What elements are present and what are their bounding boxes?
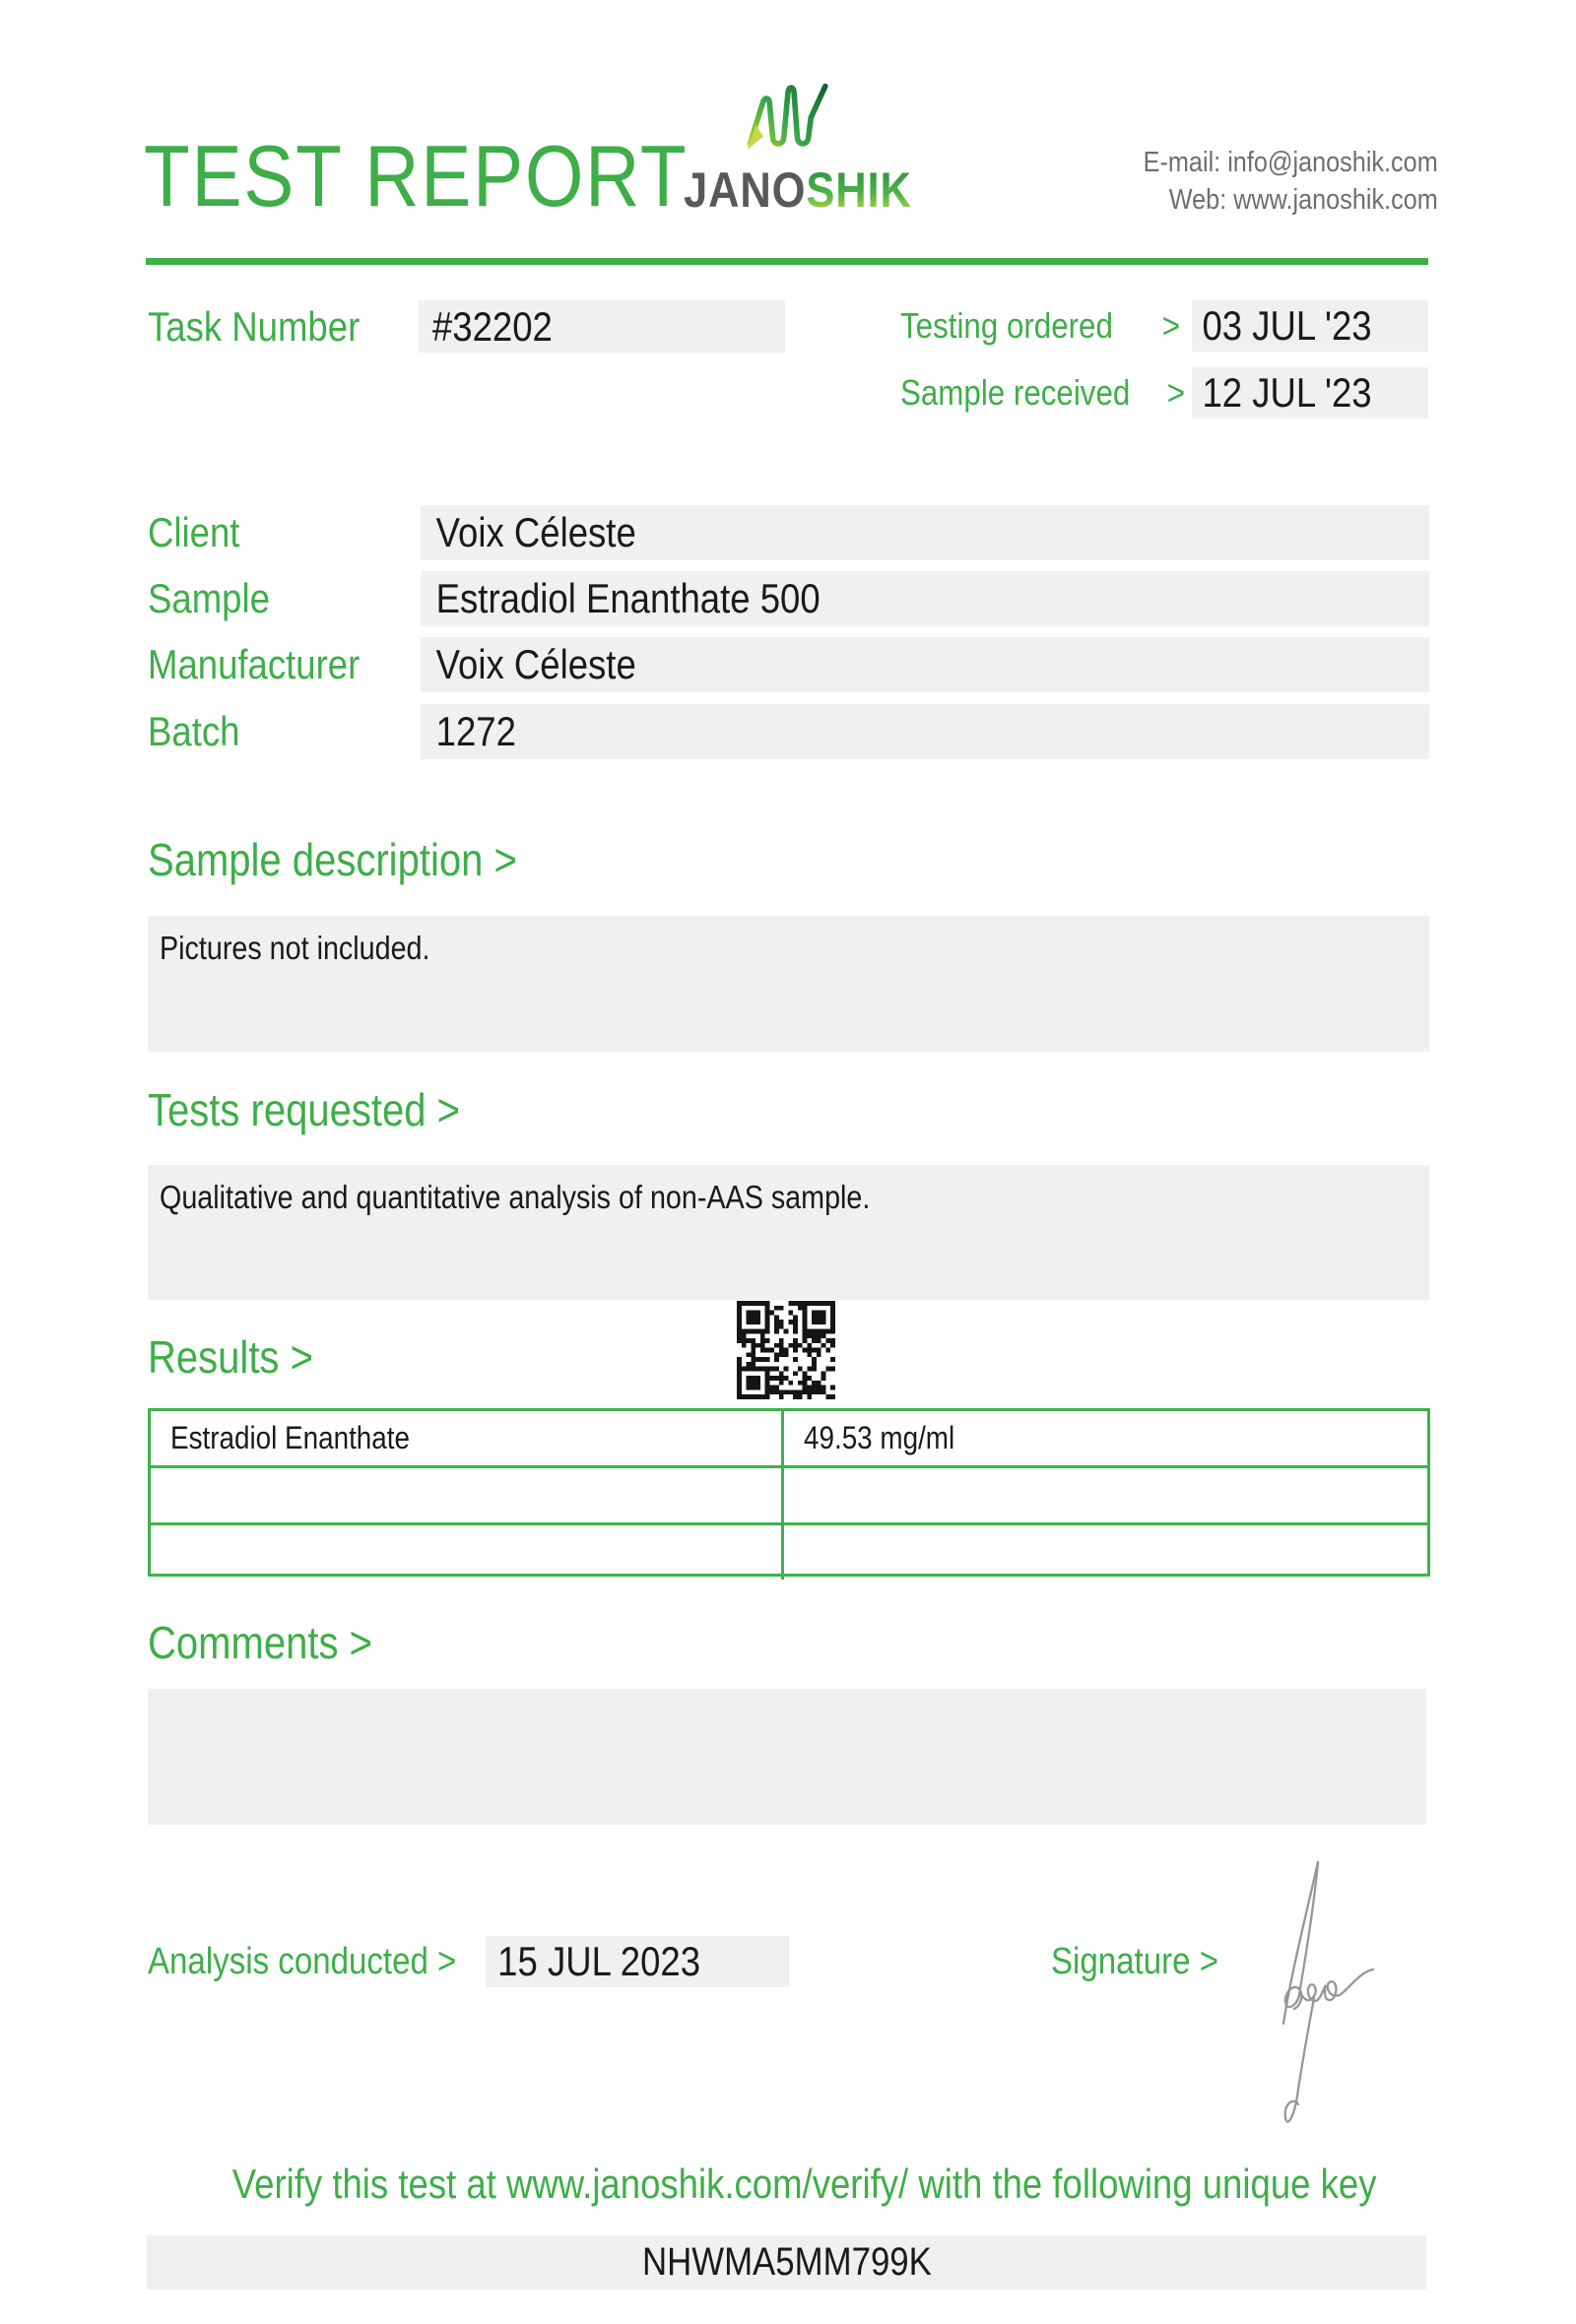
sample-received-arrow: >	[1166, 372, 1186, 413]
manufacturer-box	[421, 637, 1429, 692]
batch-label: Batch	[148, 708, 240, 754]
testing-ordered-box	[1192, 300, 1428, 352]
contact-web: Web: www.janoshik.com	[1169, 184, 1438, 216]
results-row-3	[151, 1522, 1427, 1580]
sample-description-heading: Sample description >	[148, 834, 517, 885]
verify-key-value: NHWMA5MM799K	[641, 2240, 932, 2284]
result-analyte-cell	[151, 1525, 784, 1580]
task-number-value: #32202	[431, 303, 553, 350]
sample-description-text: Pictures not included.	[160, 930, 430, 966]
batch-box	[421, 704, 1429, 759]
sample-received-label: Sample received	[900, 372, 1131, 413]
tests-requested-box	[148, 1165, 1429, 1300]
sample-label: Sample	[148, 575, 270, 621]
contact-info	[1099, 144, 1438, 219]
logo-word-jano: JANO	[684, 162, 807, 218]
client-box	[421, 505, 1429, 560]
sample-description-box	[148, 916, 1429, 1052]
results-row-1	[151, 1411, 1427, 1465]
client-value: Voix Céleste	[435, 509, 636, 555]
header-divider	[146, 258, 1428, 265]
qr-code	[737, 1301, 835, 1399]
contact-email: E-mail: info@janoshik.com	[1143, 147, 1438, 178]
janoshik-wordmark	[684, 162, 946, 218]
result-value-cell	[784, 1468, 1427, 1522]
signature-scribble	[1274, 1855, 1382, 2141]
analysis-date-value: 15 JUL 2023	[497, 1938, 701, 1984]
manufacturer-value: Voix Céleste	[435, 641, 636, 687]
tests-requested-heading: Tests requested >	[148, 1084, 461, 1135]
sample-received-box	[1192, 367, 1428, 419]
sample-received-row	[900, 367, 1186, 419]
results-table	[148, 1408, 1430, 1577]
client-label: Client	[148, 509, 240, 555]
batch-value: 1272	[435, 708, 516, 754]
results-heading: Results >	[148, 1331, 313, 1383]
result-analyte-cell: Estradiol Enanthate	[151, 1411, 784, 1465]
task-number-label: Task Number	[148, 303, 361, 350]
sample-value: Estradiol Enanthate 500	[435, 575, 821, 621]
verify-instruction: Verify this test at www.janoshik.com/verify/ with the following unique key	[231, 2161, 1377, 2207]
sample-box	[421, 571, 1429, 626]
testing-ordered-value: 03 JUL '23	[1202, 302, 1372, 349]
result-value-cell	[784, 1525, 1427, 1580]
analysis-date-box	[486, 1936, 789, 1987]
comments-box	[148, 1689, 1426, 1825]
testing-ordered-row	[900, 300, 1180, 352]
testing-ordered-arrow: >	[1161, 305, 1180, 346]
comments-heading: Comments >	[148, 1617, 372, 1668]
results-row-2	[151, 1465, 1427, 1522]
analysis-conducted-label: Analysis conducted >	[148, 1941, 457, 1982]
result-value-cell: 49.53 mg/ml	[804, 1420, 955, 1455]
signature-label: Signature >	[1051, 1941, 1219, 1982]
tests-requested-text: Qualitative and quantitative analysis of non-AAS sample.	[160, 1179, 871, 1215]
result-analyte-cell	[151, 1468, 784, 1522]
task-number-box	[419, 300, 785, 353]
logo-word-shik: SHIK	[806, 162, 912, 218]
sample-received-value: 12 JUL '23	[1202, 369, 1372, 416]
verify-key-box	[147, 2235, 1426, 2290]
page-title: TEST REPORT	[144, 127, 689, 225]
manufacturer-label: Manufacturer	[148, 641, 361, 687]
logo-chart-icon	[746, 82, 830, 159]
testing-ordered-label: Testing ordered	[900, 305, 1113, 346]
